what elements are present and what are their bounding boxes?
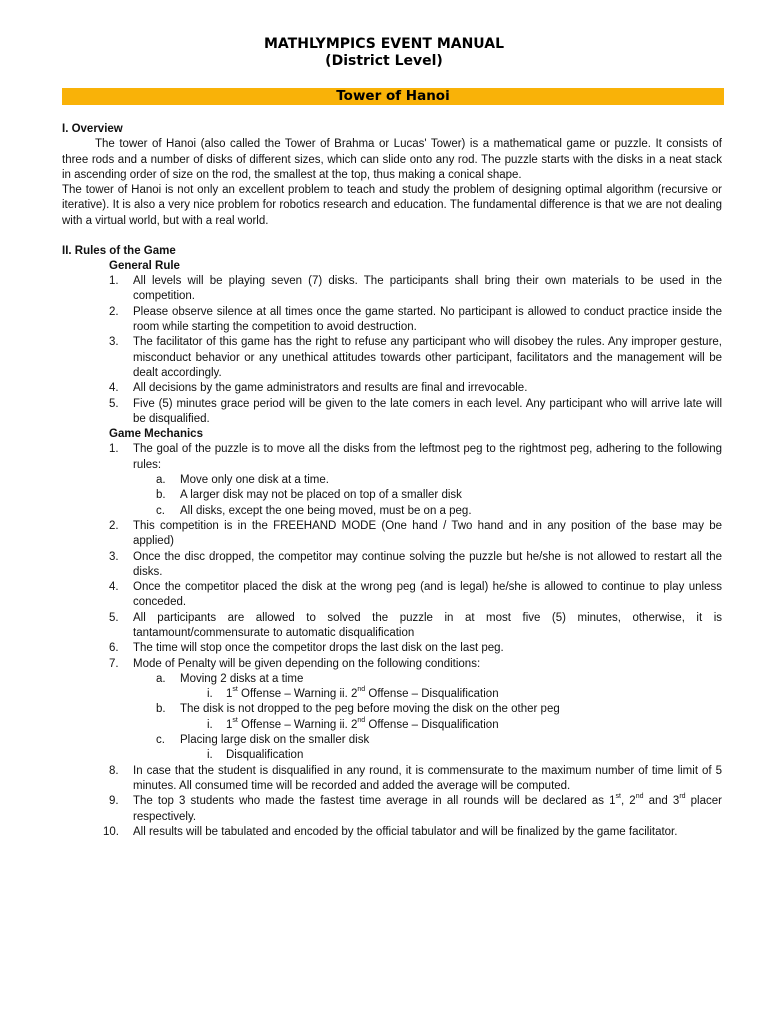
item-text: Once the disc dropped, the competitor may continue solving the puzzle but he/she is not allowed to restart all the disks.	[133, 550, 722, 578]
offense-line: i. Disqualification	[62, 748, 722, 763]
item-number: 6.	[109, 642, 119, 655]
list-item	[62, 397, 722, 428]
item-text: All participants are allowed to solved the puzzle in at most five (5) minutes, otherwise, it is tantamount/commensurate to automatic disqualification	[133, 611, 722, 639]
item-roman: i.	[207, 688, 213, 701]
item-number: 3.	[109, 336, 119, 349]
item-text: Once the competitor placed the disk at the wrong peg (and is legal) he/she is allowed to continue to play unless conceded.	[133, 581, 722, 609]
list-item	[62, 641, 722, 656]
list-item	[62, 611, 722, 642]
overview-paragraph-1: The tower of Hanoi (also called the Tower of Brahma or Lucas' Tower) is a mathematical game or puzzle. It consists of three rods and a number of disks of different sizes, which can slide onto any rod. The puzzle starts with the disks in a neat stack in ascending order of size on the rod, the smallest at the top, thus making a conical shape.	[62, 138, 722, 181]
item-letter: a.	[156, 672, 166, 685]
item-text: A larger disk may not be placed on top of a smaller disk	[180, 489, 462, 502]
item-letter: c.	[156, 734, 165, 747]
item-number: 1.	[109, 275, 119, 288]
overview-paragraph-2: The tower of Hanoi is not only an excellent problem to teach and study the problem of designing optimal algorithm (recursive or iterative). It is also a very nice problem for robotics research and education. The fundamental difference is that we are not dealing with a virtual world, but with a real world.	[62, 184, 722, 227]
sub-list-item	[62, 672, 722, 687]
item-number: 2.	[109, 519, 119, 532]
document-subtitle: (District Level)	[325, 53, 443, 69]
sub-list-item	[62, 702, 722, 717]
item-number: 3.	[109, 550, 119, 563]
item-text: The goal of the puzzle is to move all the disks from the leftmost peg to the rightmost peg, adhering to the following rules:	[133, 443, 722, 471]
item-text: All levels will be playing seven (7) disks. The participants shall bring their own materials to be used in the competition.	[133, 275, 722, 303]
offense-line: i. 1st Offense – Warning ii. 2nd Offense – Disqualification	[62, 687, 722, 702]
item-number: 1.	[109, 443, 119, 456]
item-number: 9.	[109, 795, 119, 808]
item-text: Move only one disk at a time.	[180, 474, 329, 487]
list-item	[62, 794, 722, 825]
list-item	[62, 580, 722, 611]
item-number: 10.	[103, 825, 119, 838]
item-text: This competition is in the FREEHAND MODE (One hand / Two hand and in any position of the base may be applied)	[133, 519, 722, 548]
item-text: The disk is not dropped to the peg before moving the disk on the other peg	[180, 703, 560, 716]
list-item	[62, 274, 722, 305]
list-item	[62, 519, 722, 550]
item-text: Placing large disk on the smaller disk	[180, 734, 370, 747]
game-mechanics-heading: Game Mechanics	[109, 428, 203, 441]
list-item	[62, 442, 722, 473]
item-number: 8.	[109, 764, 119, 777]
list-item	[62, 764, 722, 795]
item-letter: c.	[156, 504, 165, 517]
overview-heading: I. Overview	[62, 123, 123, 135]
item-number: 5.	[109, 397, 119, 410]
event-banner: Tower of Hanoi	[62, 88, 724, 105]
document-title: MATHLYMPICS EVENT MANUAL	[264, 36, 504, 52]
list-item	[62, 381, 722, 396]
item-text: All disks, except the one being moved, must be on a peg.	[180, 504, 472, 517]
item-number: 2.	[109, 305, 119, 318]
item-text: The facilitator of this game has the right to refuse any participant who will disobey the rules. Any improper gesture, misconduct behavior or any unethical attitudes towards other participant, facilitators and the management will be dealt accordingly.	[133, 336, 722, 379]
sub-list-item	[62, 504, 722, 519]
list-item	[62, 550, 722, 581]
item-text: Moving 2 disks at a time	[180, 672, 304, 685]
item-number: 7.	[109, 657, 119, 670]
item-letter: b.	[156, 489, 166, 502]
item-number: 4.	[109, 581, 119, 594]
general-rule-heading: General Rule	[109, 259, 180, 272]
item-letter: a.	[156, 474, 166, 487]
item-text: The time will stop once the competitor drops the last disk on the last peg.	[133, 642, 504, 655]
item-number: 5.	[109, 611, 119, 624]
rules-heading: II. Rules of the Game	[62, 244, 176, 257]
list-item	[62, 657, 722, 672]
item-roman: i.	[207, 749, 213, 762]
item-text: Please observe silence at all times once the game started. No participant is allowed to conduct practice inside the room while starting the competition to avoid destruction.	[133, 305, 722, 334]
item-text: The top 3 students who made the fastest time average in all rounds will be declared as 1st, 2nd and 3rd placer respectively.	[133, 793, 722, 823]
item-text: Five (5) minutes grace period will be given to the late comers in each level. Any participant who will arrive late will be disqualified.	[133, 397, 722, 425]
sub-list-item	[62, 733, 722, 748]
sub-list-item	[62, 488, 722, 503]
item-text: All results will be tabulated and encoded by the official tabulator and will be finalized by the game facilitator.	[133, 825, 678, 838]
sub-list-item	[62, 473, 722, 488]
list-item	[62, 305, 722, 336]
document-body	[62, 122, 722, 840]
offense-line: i. 1st Offense – Warning ii. 2nd Offense – Disqualification	[62, 718, 722, 733]
item-roman: i.	[207, 718, 213, 731]
item-text: Mode of Penalty will be given depending on the following conditions:	[133, 657, 481, 670]
list-item	[62, 825, 722, 840]
list-item	[62, 335, 722, 381]
item-letter: b.	[156, 703, 166, 716]
item-text: All decisions by the game administrators and results are final and irrevocable.	[133, 382, 528, 395]
item-number: 4.	[109, 382, 119, 395]
item-text: In case that the student is disqualified in any round, it is commensurate to the maximum number of time limit of 5 minutes. All consumed time will be recorded and added the average will be computed.	[133, 764, 722, 792]
